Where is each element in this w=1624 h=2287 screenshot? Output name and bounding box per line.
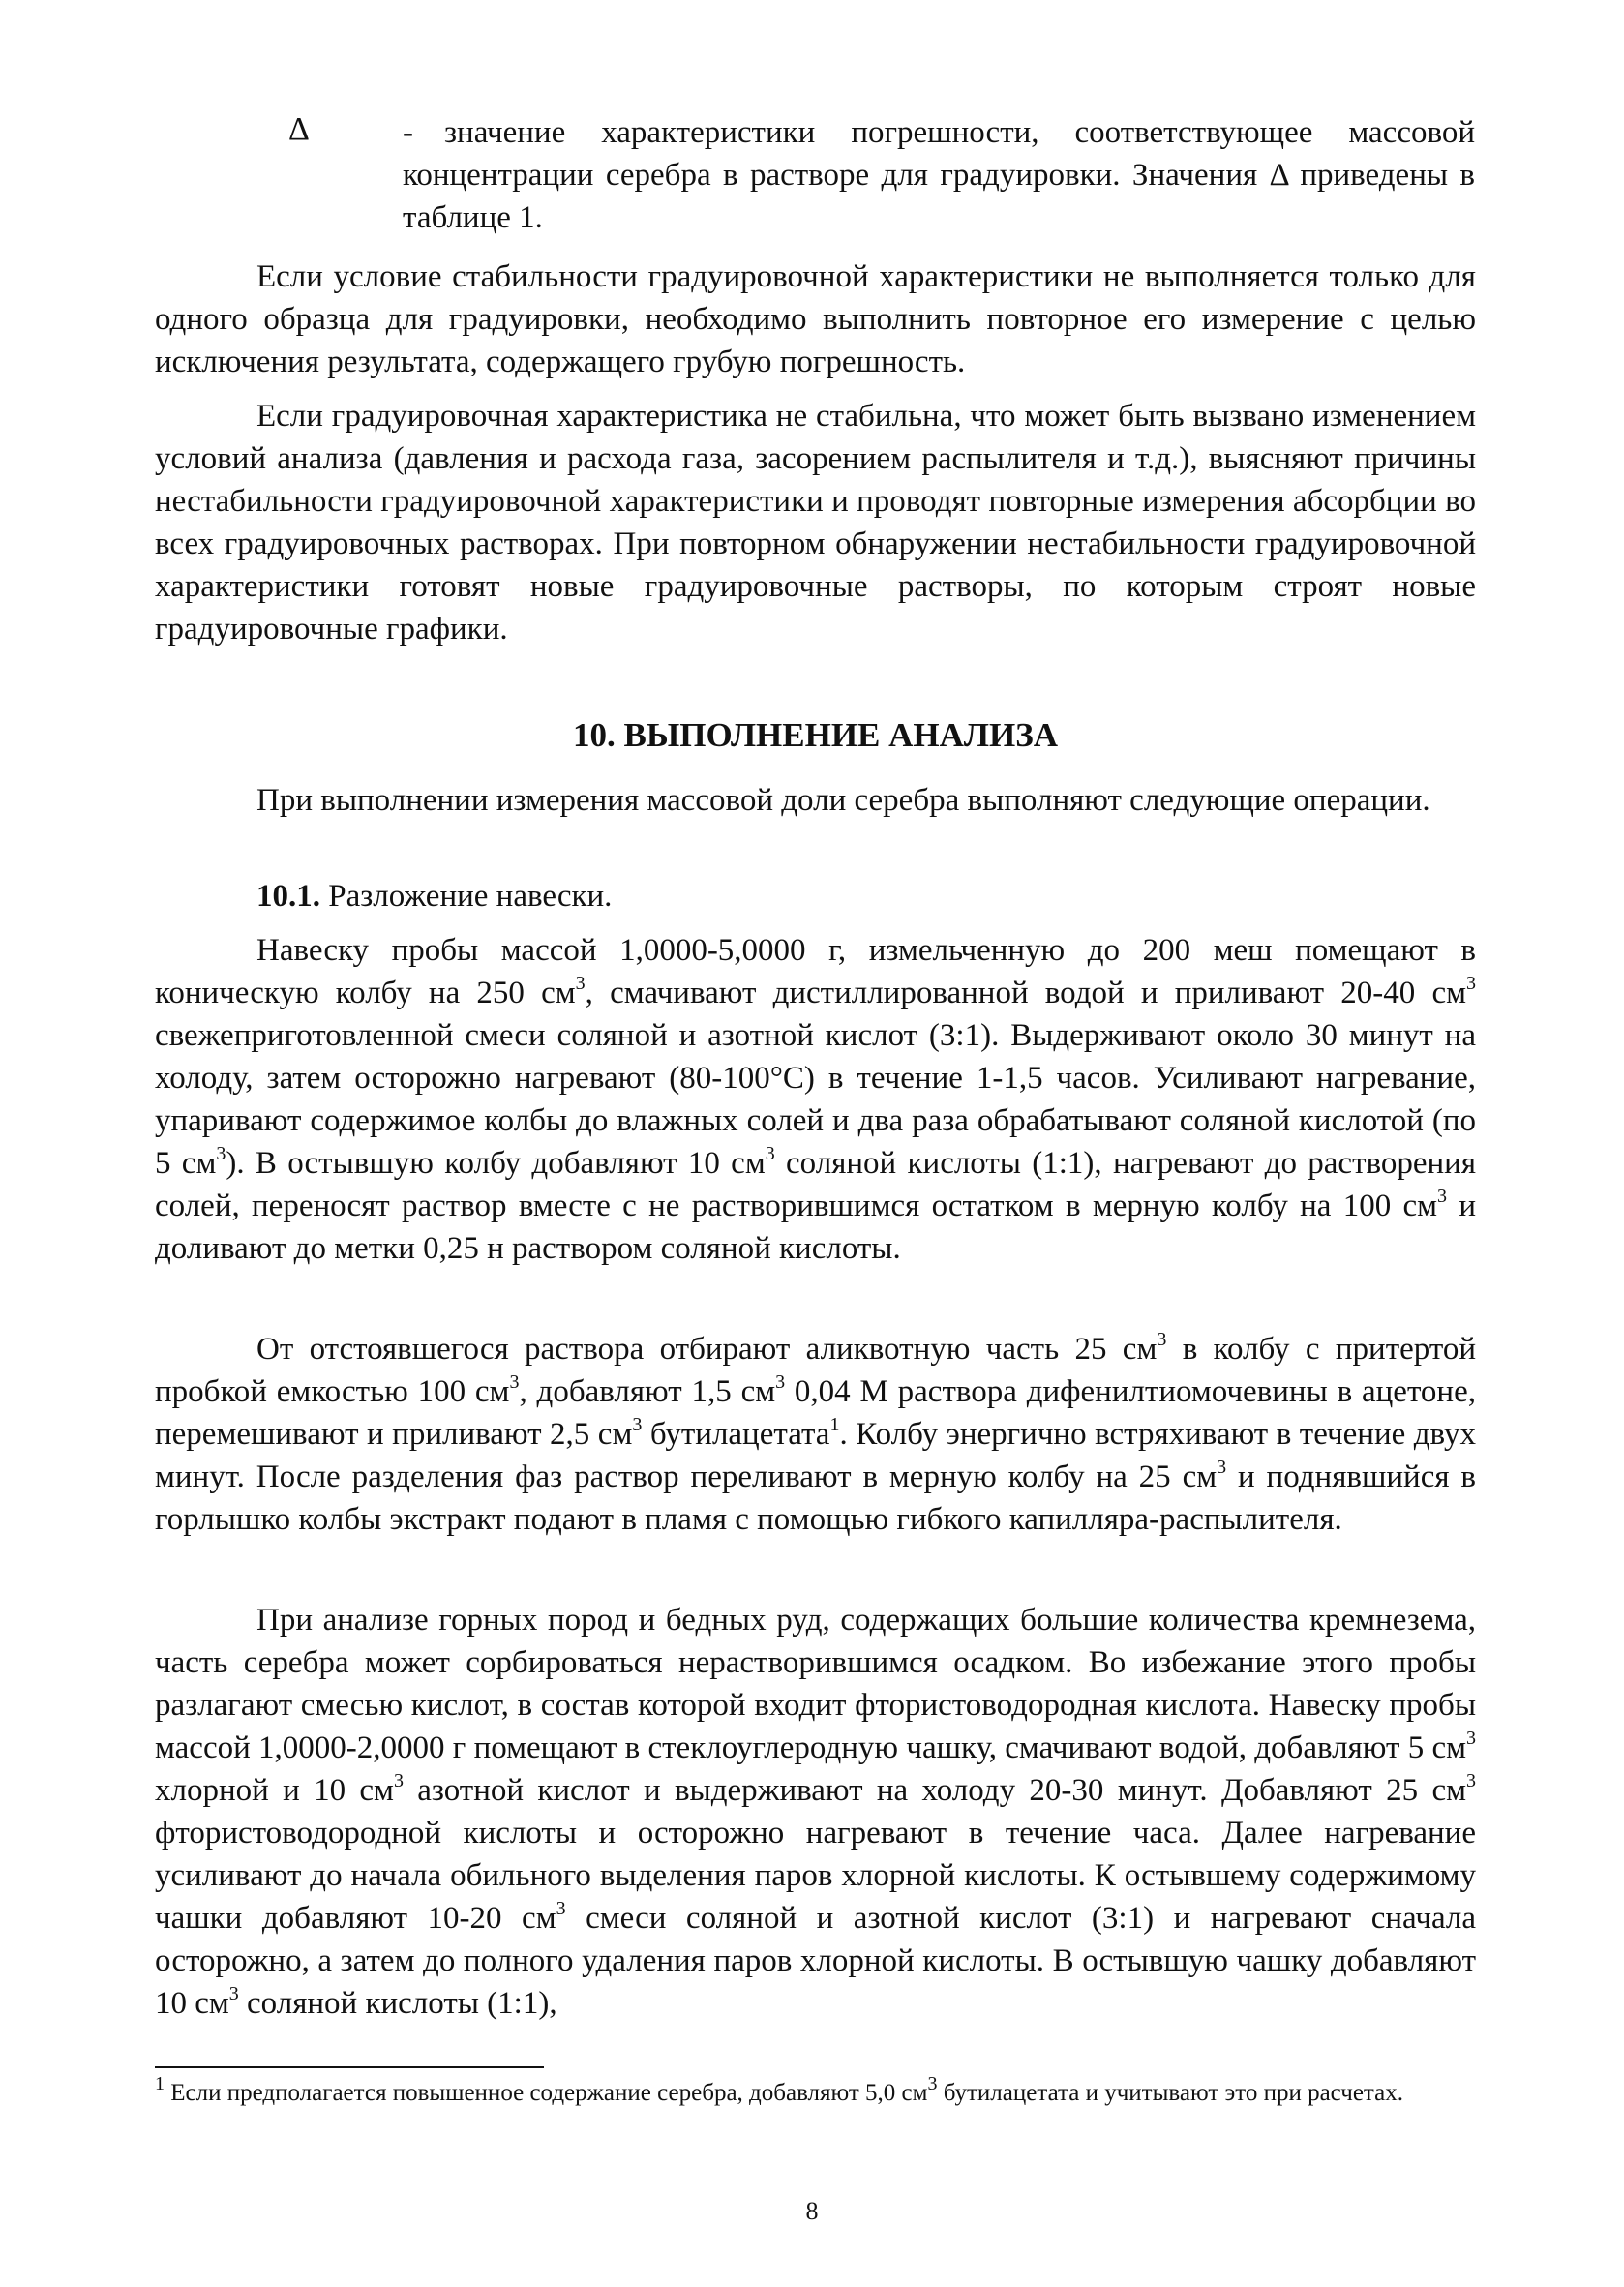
subsection-title: Разложение навески. [328,879,613,914]
text-run: соляной кислоты (1:1), нагревают до растворения солей, переносят раствор вместе с не растворившимся остатком в мерную колбу на 100 см [155,1146,1476,1223]
superscript: 3 [393,1770,404,1791]
paragraph-instability: Если градуировочная характеристика не стабильна, что может быть вызвано изменением условий анализа (давления и расхода газа, засорением распылителя и т.д.), выясняют причины нестабильности градуировочной характеристики и проводят повторные измерения абсорбции во всех градуировочных растворах. При повторном обнаружении нестабильности градуировочной характеристики готовят новые градуировочные растворы, по которым строят новые градуировочные графики. [155,399,1476,647]
superscript: 3 [1437,1186,1448,1207]
text-run: фтористоводородной кислоты и осторожно нагревают в течение часа. Далее нагревание усиливают до начала обильного выделения паров хлорной кислоты. К остывшему содержимому чашки добавляют 10-20 см [155,1816,1476,1936]
text-run: Если предполагается повышенное содержание серебра, добавляют 5,0 см [165,2080,928,2106]
superscript: 3 [1466,1728,1476,1749]
text-run: и поднявшийся в горлышко колбы экстракт подают в пламя с помощью гибкого капилляра-распылителя. [155,1459,1477,1537]
superscript: 3 [765,1143,775,1164]
superscript: 3 [575,973,586,994]
paragraph-intro: При выполнении измерения массовой доли серебра выполняют следующие операции. [256,783,1430,818]
paragraph-extraction [155,1328,1476,1541]
footnote-mark: 1 [155,2072,165,2094]
paragraph-decomposition [155,929,1476,1270]
footnote-reference: 1 [829,1414,840,1435]
footnote-separator [155,2066,544,2068]
superscript: 3 [632,1414,643,1435]
text-run: свежеприготовленной смеси соляной и азотной кислот (3:1). Выдерживают около 30 минут на холоду, затем осторожно нагревают (80-100°С) в течение 1-1,5 часов. Усиливают нагревание, упаривают содержимое колбы до влажных солей и два раза обрабатывают соляной кислотой (по 5 см [155,1018,1476,1181]
superscript: 3 [509,1371,520,1393]
text-run: в колбу с притертой пробкой емкостью 100 см [155,1332,1476,1409]
definition-dash: - [403,115,413,150]
superscript: 3 [1466,1770,1476,1791]
text-run: азотной кислот и выдерживают на холоду 20-30 минут. Добавляют 25 см [403,1773,1466,1808]
text-run: соляной кислоты (1:1), [238,1986,557,2021]
text-run: хлорной и 10 см [155,1773,394,1808]
text-run: и доливают до метки 0,25 н раствором соляной кислоты. [155,1189,1476,1266]
page-number: 8 [805,2197,819,2225]
text-run: Навеску пробы массой 1,0000-5,0000 г, измельченную до 200 меш помещают в коническую колбу на 250 см [155,933,1476,1010]
text-run: 0,04 М раствора дифенилтиомочевины в ацетоне, перемешивают и приливают 2,5 см [155,1374,1476,1452]
subsection-heading [155,875,1476,918]
text-run: От отстоявшегося раствора отбирают аликвотную часть 25 см [256,1332,1158,1367]
paragraph-stability: Если условие стабильности градуировочной характеристики не выполняется только для одного образца для градуировки, необходимо выполнить повторное его измерение с целью исключения результата, содержащего грубую погрешность. [155,259,1476,379]
text-run: . Колбу энергично встряхивают в течение двух минут. После разделения фаз раствор переливают в мерную колбу на 25 см [155,1417,1477,1494]
superscript: 3 [775,1371,786,1393]
superscript: 3 [1465,973,1476,994]
footnote [155,2072,1476,2110]
text-run: При анализе горных пород и бедных руд, содержащих большие количества кремнезема, часть серебра может сорбироваться нерастворившимся осадком. Во избежание этого пробы разлагают смесью кислот, в состав которой входит фтористоводородная кислота. Навеску пробы массой 1,0000-2,0000 г помещают в стеклоуглеродную чашку, смачивают водой, добавляют 5 см [155,1603,1476,1765]
superscript: 3 [228,1983,239,2004]
subsection-number: 10.1. [256,879,320,914]
superscript: 3 [216,1143,226,1164]
text-run: бутилацетата [642,1417,830,1452]
definition-body: значение характеристики погрешности, соответствующее массовой концентрации серебра в растворе для градуировки. Значения Δ приведены в таблице 1. [403,115,1475,235]
superscript: 3 [1157,1329,1167,1350]
superscript: 3 [927,2072,938,2094]
text-run: , добавляют 1,5 см [519,1374,776,1409]
text-run: бутилацетата и учитывают это при расчетах. [937,2080,1404,2106]
delta-symbol: Δ [288,111,310,147]
text-run: ). В остывшую колбу добавляют 10 см [226,1146,766,1181]
text-run: смеси соляной и азотной кислот (3:1) и нагревают сначала осторожно, а затем до полного удаления паров хлорной кислоты. В остывшую чашку добавляют 10 см [155,1901,1477,2021]
section-heading: 10. ВЫПОЛНЕНИЕ АНАЛИЗА [573,716,1058,754]
superscript: 3 [1217,1457,1227,1478]
superscript: 3 [556,1898,566,1919]
delta-definition-text [403,111,1475,239]
text-run: , смачивают дистиллированной водой и приливают 20-40 см [585,976,1466,1010]
paragraph-rock-analysis [155,1599,1476,2025]
